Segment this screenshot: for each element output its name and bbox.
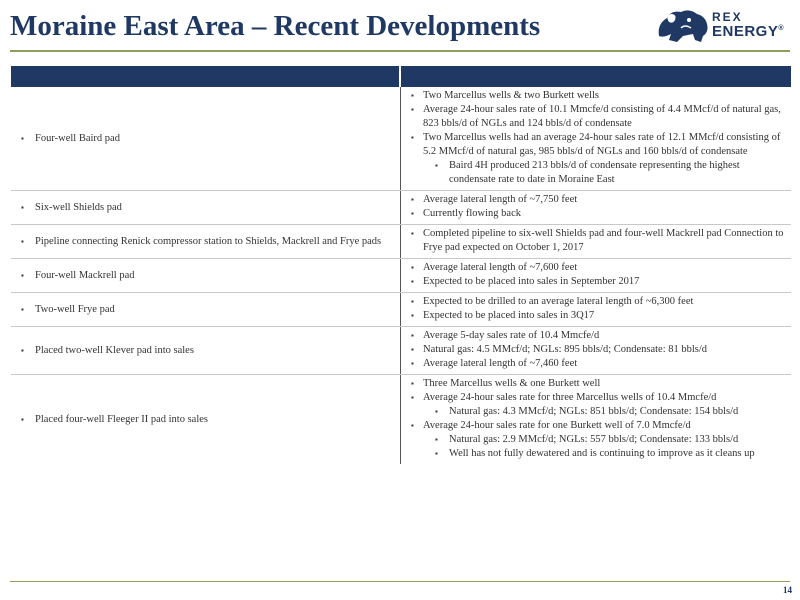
bullet-item: ▪ Three Marcellus wells & one Burkett well — [407, 377, 785, 391]
row-details-cell — [401, 225, 791, 258]
bullet-item: ▪ Average 24-hour sales rate of 10.1 Mmcfe/d consisting of 4.4 MMcf/d of natural gas, 823 bbls/d of NGLs and 124 bbls/d of condensate — [407, 103, 785, 131]
ram-icon — [655, 6, 711, 46]
row-label: ▪ Four-well Mackrell pad — [21, 269, 135, 283]
bullet-item: ▪ Average 5-day sales rate of 10.4 Mmcfe/d — [407, 329, 785, 343]
logo-text-energy: ENERGY® — [712, 23, 785, 40]
page-title: Moraine East Area – Recent Developments — [10, 10, 541, 42]
row-details-cell — [401, 293, 791, 326]
row-label-cell — [11, 191, 401, 224]
table-header-left — [11, 66, 401, 87]
table-row — [11, 375, 791, 464]
sub-bullet-item: ▪ Natural gas: 2.9 MMcf/d; NGLs: 557 bbls/d; Condensate: 133 bbls/d — [407, 433, 785, 447]
table-row — [11, 225, 791, 259]
row-label: ▪ Six-well Shields pad — [21, 201, 122, 215]
row-details-cell — [401, 259, 791, 292]
title-rule — [10, 50, 790, 52]
page-number: 14 — [783, 585, 792, 595]
bullet-item: ▪ Average 24-hour sales rate for three Marcellus wells of 10.4 Mmcfe/d — [407, 391, 785, 405]
table-header-right — [401, 66, 791, 87]
row-label-cell — [11, 225, 401, 258]
bullet-item: ▪ Two Marcellus wells & two Burkett wells — [407, 89, 785, 103]
bullet-item: ▪ Two Marcellus wells had an average 24-hour sales rate of 12.1 MMcf/d consisting of 5.2 MMcf/d of natural gas, 985 bbls/d of NGLs and 160 bbls/d of condensate — [407, 131, 785, 159]
row-label-cell — [11, 375, 401, 464]
bullet-item: ▪ Natural gas: 4.5 MMcf/d; NGLs: 895 bbls/d; Condensate: 81 bbls/d — [407, 343, 785, 357]
table-row — [11, 327, 791, 375]
bullet-item: ▪ Expected to be placed into sales in 3Q17 — [407, 309, 785, 323]
bullet-item: ▪ Expected to be placed into sales in September 2017 — [407, 275, 785, 289]
row-label: ▪ Four-well Baird pad — [21, 132, 120, 146]
bullet-item: ▪ Average lateral length of ~7,460 feet — [407, 357, 785, 371]
sub-bullet-item: ▪ Natural gas: 4.3 MMcf/d; NGLs: 851 bbls/d; Condensate: 154 bbls/d — [407, 405, 785, 419]
row-label: ▪ Placed four-well Fleeger II pad into sales — [21, 413, 208, 427]
row-label-cell — [11, 259, 401, 292]
table-row — [11, 191, 791, 225]
row-details-cell — [401, 191, 791, 224]
developments-table — [11, 66, 791, 464]
logo-text-rex: REX — [712, 10, 743, 24]
bullet-item: ▪ Currently flowing back — [407, 207, 785, 221]
row-label: ▪ Two-well Frye pad — [21, 303, 115, 317]
row-label-cell — [11, 293, 401, 326]
table-body — [11, 87, 791, 464]
bullet-item: ▪ Average lateral length of ~7,600 feet — [407, 261, 785, 275]
table-header — [11, 66, 791, 87]
bullet-item: ▪ Average lateral length of ~7,750 feet — [407, 193, 785, 207]
row-label: ▪ Pipeline connecting Renick compressor station to Shields, Mackrell and Frye pads — [21, 235, 381, 249]
row-details-cell — [401, 327, 791, 374]
table-row — [11, 293, 791, 327]
row-label-cell — [11, 87, 401, 190]
bullet-item: ▪ Average 24-hour sales rate for one Burkett well of 7.0 Mmcfe/d — [407, 419, 785, 433]
footer-rule — [10, 581, 790, 582]
table-row — [11, 259, 791, 293]
bullet-item: ▪ Completed pipeline to six-well Shields pad and four-well Mackrell pad Connection to Frye pad expected on October 1, 2017 — [407, 227, 785, 255]
sub-bullet-item: ▪ Baird 4H produced 213 bbls/d of condensate representing the highest condensate rate to date in Moraine East — [407, 159, 785, 187]
row-details-cell — [401, 375, 791, 464]
sub-bullet-item: ▪ Well has not fully dewatered and is continuing to improve as it cleans up — [407, 447, 785, 461]
table-row — [11, 87, 791, 191]
row-label: ▪ Placed two-well Klever pad into sales — [21, 344, 194, 358]
bullet-item: ▪ Expected to be drilled to an average lateral length of ~6,300 feet — [407, 295, 785, 309]
row-label-cell — [11, 327, 401, 374]
row-details-cell — [401, 87, 791, 190]
company-logo — [655, 6, 795, 46]
